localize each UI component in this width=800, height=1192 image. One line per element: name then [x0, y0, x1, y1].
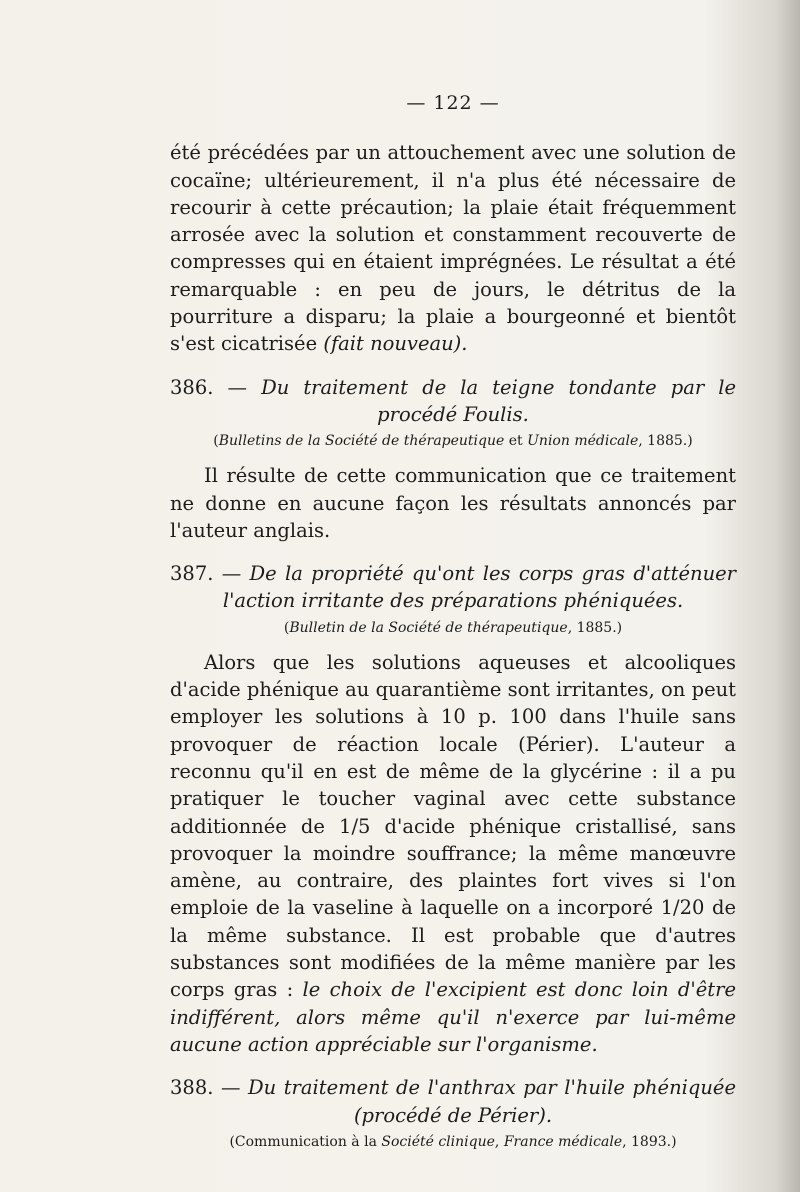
entry-388-source-pub1: Société clinique — [381, 1133, 495, 1150]
entry-386-title — [170, 374, 736, 429]
entry-388-source-pub2: France médicale — [503, 1133, 623, 1150]
entry-388-source — [170, 1131, 736, 1153]
entry-386-source-pub1: Bulletins de la Société de thérapeutique — [218, 433, 505, 450]
entry-387-source — [170, 617, 736, 639]
entry-387-body-text: Alors que les solutions aqueuses et alcooliques d'acide phénique au quarantième sont irritantes, on peut employer les solutions à 10 p. 100 dans l'huile sans provoquer de réaction locale (Périer). L'auteur a reconnu qu'il en est de même de la glycérine : il a pu pratiquer le toucher vaginal avec cette substance additionnée de 1/5 d'acide phénique cristallisé, sans provoquer la moindre souffrance; la même manœuvre amène, au contraire, des plaintes fort vives si l'on emploie de la vaseline à laquelle on a incorporé 1/20 de la même substance. Il est probable que d'autres substances sont modifiées de la même manière par les corps gras : — [170, 650, 736, 1002]
continuation-text: été précédées par un attouchement avec une solution de cocaïne; ultérieurement, il n'a plus été nécessaire de recourir à cette précaution; la plaie était fréquemment arrosée avec la solution et constamment recouverte de compresses qui en étaient imprégnées. Le résultat a été remarquable : en peu de jours, le détritus de la pourriture a disparu; la plaie a bourgeonné et bientôt s'est cicatrisée — [170, 141, 736, 356]
entry-386-source-close: , 1885.) — [638, 433, 693, 450]
entry-386-title-text: Du traitement de la teigne tondante par le procédé Foulis. — [261, 375, 736, 426]
page-number: — 122 — — [406, 92, 500, 114]
entry-386-number: 386. — — [170, 375, 247, 399]
entry-387-source-close: , 1885.) — [567, 619, 623, 636]
entry-386-source-pub2: Union médicale — [527, 433, 639, 450]
entry-386-body: Il résulte de cette communication que ce traitement ne donne en aucune façon les résultats annoncés par l'auteur anglais. — [170, 464, 736, 542]
entry-387-body-italic: le choix de l'excipient est donc loin d'être indifférent, alors même qu'il n'exerce par lui-même aucune action appréciable sur l'organisme. — [170, 978, 736, 1056]
entry-388-title-text: Du traitement de l'anthrax par l'huile phéniquée (procédé de Périer). — [247, 1076, 736, 1127]
entry-387-body — [170, 649, 736, 1058]
entry-387-source-pub1: Bulletin de la Société de thérapeutique — [289, 619, 568, 636]
entry-386-source-open: ( — [213, 433, 219, 450]
entry-386-source — [170, 430, 736, 452]
continuation-note: (fait nouveau). — [323, 332, 468, 356]
entry-388-title — [170, 1074, 736, 1129]
entry-387-title-text: De la propriété qu'ont les corps gras d'atténuer l'action irritante des préparations phéniquées. — [222, 562, 736, 613]
entry-388-source-close: , 1893.) — [622, 1133, 677, 1150]
entry-387-title — [170, 560, 736, 615]
entry-387-number: 387. — — [170, 562, 242, 586]
entry-386-source-mid: et — [504, 433, 528, 450]
continuation-paragraph — [170, 139, 736, 357]
entry-388-number: 388. — — [170, 1076, 241, 1100]
entry-388-source-open: (Communication à la — [229, 1133, 382, 1150]
entry-387-source-open: ( — [283, 619, 290, 636]
text-block — [170, 90, 736, 1163]
entry-388-source-mid: , — [494, 1133, 504, 1150]
